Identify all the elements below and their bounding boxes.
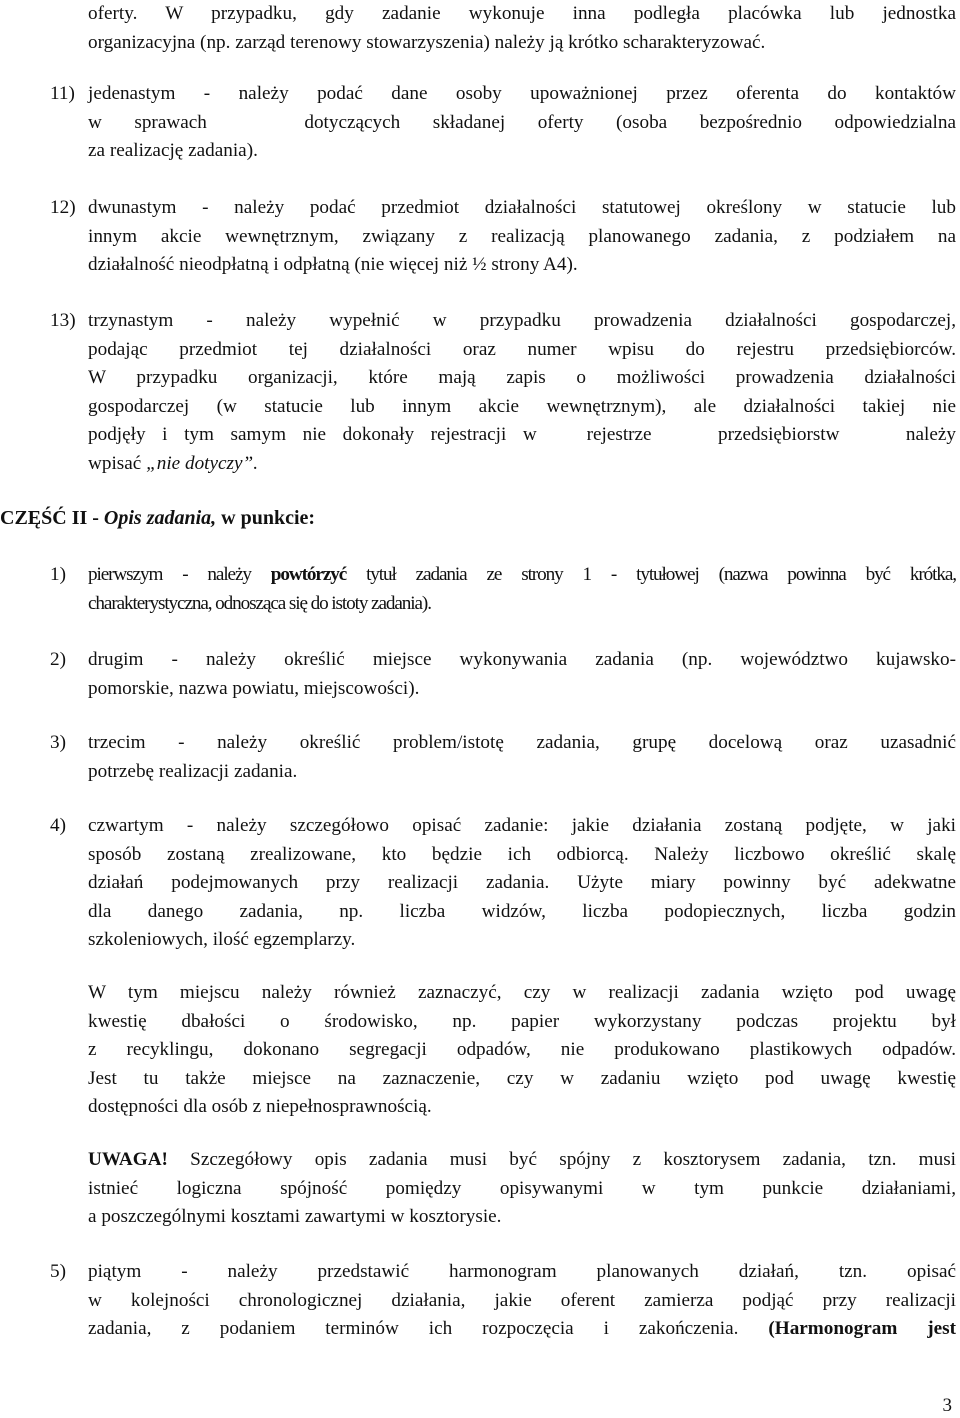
text-line: szkoleniowych, ilość egzemplarzy. [88, 929, 356, 950]
text-line: podając przedmiot tej działalności oraz numer wpisu do rejestru przedsiębiorców. [88, 338, 956, 360]
text-line [88, 561, 956, 590]
text-line: działań podejmowanych przy realizacji zadania. Użyte miary powinny być adekwatne [88, 872, 956, 893]
page-number: 3 [942, 1395, 952, 1416]
section-heading [0, 507, 315, 530]
heading-suffix: w punkcie: [216, 507, 316, 529]
item-number: 1) [50, 564, 66, 585]
text-line: drugim - należy określić miejsce wykonywania zadania (np. województwo kujawsko- [88, 649, 956, 670]
eco-paragraph [88, 979, 956, 1122]
text-line: trzynastym - należy wypełnić w przypadku prowadzenia działalności gospodarczej, [88, 310, 956, 331]
text-line: piątym - należy przedstawić harmonogram planowanych działań, tzn. opisać [88, 1261, 956, 1282]
text-line: działalność nieodpłatną i odpłatną (nie więcej niż ½ strony A4). [88, 254, 578, 275]
text-line: dwunastym - należy podać przedmiot działalności statutowej określony w statucie lub [88, 197, 956, 218]
text-run: zadania, z podaniem terminów ich rozpoczęcia i zakończenia. [88, 1318, 769, 1339]
bold-text: powtórzyć [270, 564, 347, 585]
text-line: W tym miejscu należy również zaznaczyć, czy w realizacji zadania wzięto pod uwagę [88, 982, 956, 1003]
text-line: w sprawach dotyczących składanej oferty (osoba bezpośrednio odpowiedzialna [88, 111, 956, 133]
item-number: 13) [50, 310, 76, 331]
item-number: 5) [50, 1261, 66, 1282]
text-line: dostępności dla osób z niepełnosprawnością. [88, 1096, 432, 1117]
text-line: istnieć logiczna spójność pomiędzy opisywanymi w tym punkcie działaniami, [88, 1177, 956, 1199]
text-line: sposób zostaną zrealizowane, kto będzie ich odbiorcą. Należy liczbowo określić skalę [88, 843, 956, 865]
text-line: oferty. W przypadku, gdy zadanie wykonuje inna podległa placówka lub jednostka [88, 3, 956, 24]
text-line: podjęły i tym samym nie dokonały rejestracji w rejestrze przedsiębiorstw należy [88, 424, 956, 445]
heading-prefix: CZĘŚĆ II - [0, 507, 104, 529]
text-run: tytuł zadania ze strony 1 - tytułowej (nazwa powinna być krótka, [346, 564, 957, 585]
text-line: za realizację zadania). [88, 140, 258, 161]
item-number: 2) [50, 649, 66, 670]
item-number: 3) [50, 732, 66, 753]
text-line: a poszczególnymi kosztami zawartymi w kosztorysie. [88, 1206, 502, 1227]
italic-text: „nie dotyczy”. [146, 452, 258, 474]
text-line: potrzebę realizacji zadania. [88, 760, 298, 782]
item-number: 4) [50, 815, 66, 836]
item-number: 12) [50, 197, 76, 218]
text-line: charakterystyczna, odnosząca się do istoty zadania). [88, 592, 431, 614]
text-line [88, 450, 956, 479]
text-line: Jest tu także miejsce na zaznaczenie, czy w zadaniu wzięto pod uwagę kwestię [88, 1067, 956, 1089]
text-line [88, 1315, 956, 1344]
heading-italic: Opis zadania, [103, 507, 217, 529]
text-line: w kolejności chronologicznej działania, jakie oferent zamierza podjąć przy realizacji [88, 1289, 956, 1311]
text-run: pierwszym - należy [88, 564, 271, 585]
item-number: 11) [50, 83, 75, 104]
warning-label: UWAGA! [88, 1149, 168, 1170]
text-line: organizacyjna (np. zarząd terenowy stowarzyszenia) należy ją krótko scharakteryzować. [88, 31, 766, 53]
text-line: innym akcie wewnętrznym, związany z realizacją planowanego zadania, z podziałem na [88, 225, 956, 247]
text-line: kwestię dbałości o środowisko, np. papier wykorzystany podczas projektu był [88, 1010, 956, 1032]
text-line: jedenastym - należy podać dane osoby upoważnionej przez oferenta do kontaktów [88, 83, 956, 104]
text-run: wpisać [88, 452, 147, 474]
intro-paragraph [88, 0, 956, 57]
text-line: pomorskie, nazwa powiatu, miejscowości). [88, 677, 420, 699]
text-line: czwartym - należy szczegółowo opisać zadanie: jakie działania zostaną podjęte, w jaki [88, 815, 956, 836]
text-run: Szczegółowy opis zadania musi być spójny z kosztorysem zadania, tzn. musi [167, 1149, 956, 1170]
text-line: trzecim - należy określić problem/istotę zadania, grupę docelową oraz uzasadnić [88, 732, 956, 753]
uwaga-paragraph [88, 1146, 956, 1232]
text-line: W przypadku organizacji, które mają zapis o możliwości prowadzenia działalności [88, 367, 956, 388]
text-line: gospodarczej (w statucie lub innym akcie wewnętrznym), ale działalności takiej nie [88, 395, 956, 417]
bold-text: (Harmonogram jest [768, 1318, 957, 1339]
text-line [88, 1146, 956, 1175]
text-line: z recyklingu, dokonano segregacji odpadów, nie produkowano plastikowych odpadów. [88, 1039, 956, 1060]
text-line: dla danego zadania, np. liczba widzów, liczba podopiecznych, liczba godzin [88, 900, 956, 922]
